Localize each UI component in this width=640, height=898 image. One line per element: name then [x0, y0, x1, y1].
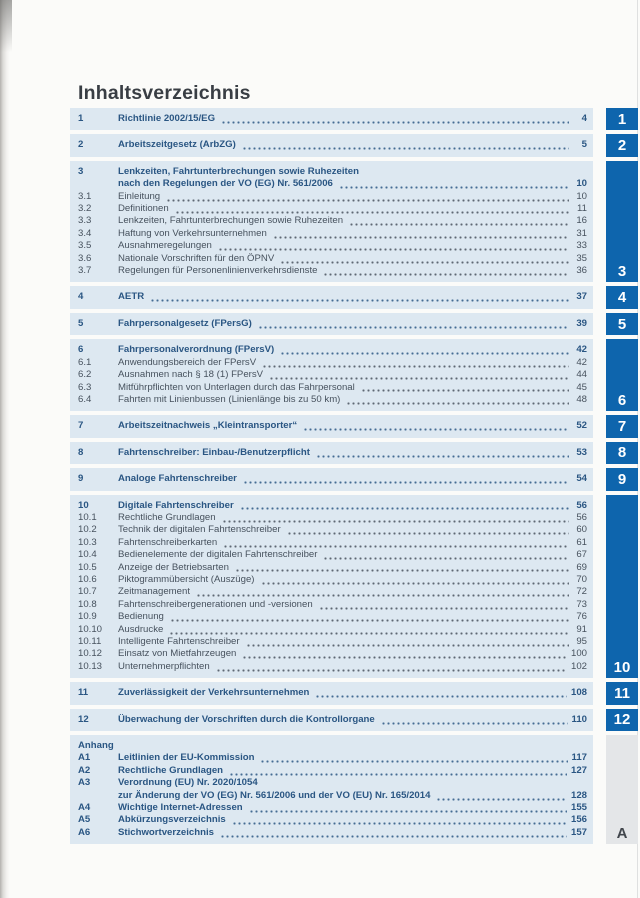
toc-row-title: zur Änderung der VO (EG) Nr. 561/2006 und der VO (EU) Nr. 165/2014 — [118, 789, 431, 801]
toc-grid — [70, 108, 638, 844]
toc-row-number: 1 — [78, 113, 84, 124]
toc-row-number: 10.7 — [78, 586, 97, 598]
toc-row — [70, 752, 593, 764]
toc-row — [70, 611, 593, 623]
dot-leader — [315, 689, 567, 698]
toc-row-page: 42 — [576, 356, 587, 368]
toc-row-number: 10.1 — [78, 511, 97, 523]
toc-row — [70, 369, 593, 381]
toc-section-10 — [70, 495, 593, 679]
toc-row-title: Richtlinie 2002/15/EG — [118, 113, 216, 124]
dot-leader — [261, 576, 570, 585]
toc-row-page: 39 — [576, 317, 587, 329]
dot-leader — [303, 422, 569, 431]
toc-row-page: 5 — [581, 139, 587, 151]
toc-row-page: 60 — [576, 524, 587, 536]
dot-leader — [323, 551, 569, 560]
toc-row — [70, 827, 593, 839]
toc-row — [70, 500, 593, 512]
toc-row — [70, 648, 593, 660]
dot-leader — [222, 514, 569, 523]
dot-leader — [196, 588, 569, 597]
toc-row — [70, 636, 593, 648]
toc-row-number: 10 — [78, 499, 89, 511]
toc-row-title: Fahrtenschreiber: Einbau-/Benutzerpflicht — [118, 446, 310, 458]
toc-row-number: 3.6 — [78, 252, 92, 264]
toc-row-page: 45 — [576, 381, 587, 393]
toc-section-11 — [70, 682, 593, 704]
dot-leader — [223, 539, 569, 548]
toc-row — [70, 253, 593, 265]
toc-row-title: Fahrten mit Linienbussen (Linienlänge bis zu 50 km) — [118, 393, 341, 405]
toc-row-number: 3.3 — [78, 215, 92, 227]
toc-row-page: 100 — [570, 648, 587, 660]
toc-row-number: Anhang — [78, 740, 114, 752]
thumb-tab-label: 6 — [617, 392, 627, 410]
toc-row-number: 6.4 — [78, 393, 92, 405]
toc-row — [70, 113, 593, 125]
toc-section-12 — [70, 709, 593, 731]
toc-row — [70, 714, 593, 726]
toc-section-2 — [70, 134, 593, 156]
toc-row — [70, 586, 593, 598]
toc-section-a — [70, 735, 593, 844]
dot-leader — [166, 193, 569, 202]
toc-row-title: Abkürzungsverzeichnis — [118, 814, 226, 826]
toc-row — [70, 318, 593, 330]
toc-row-page: 69 — [576, 561, 587, 573]
thumb-tab-3 — [606, 161, 638, 283]
toc-row-page: 128 — [570, 789, 587, 801]
toc-row-page: 61 — [576, 536, 587, 548]
dot-leader — [242, 141, 569, 150]
dot-leader — [150, 293, 569, 302]
thumb-tab-label: 10 — [613, 659, 631, 677]
dot-leader — [221, 115, 569, 124]
toc-row-number: 2 — [78, 139, 84, 151]
toc-row-number: 3.7 — [78, 265, 92, 277]
dot-leader — [273, 230, 569, 239]
toc-row-page: 56 — [576, 499, 587, 511]
dot-leader — [232, 816, 567, 825]
toc-row — [70, 814, 593, 826]
dot-leader — [381, 716, 568, 725]
toc-row-page: 42 — [576, 344, 587, 356]
toc-row-page: 110 — [571, 713, 587, 725]
dot-leader — [361, 383, 569, 392]
toc-row-title: Digitale Fahrtenschreiber — [118, 499, 234, 511]
toc-row-page: 53 — [576, 446, 587, 458]
scan-corner-shadow — [0, 0, 12, 70]
toc-row-page: 31 — [576, 227, 587, 239]
dot-leader — [280, 255, 569, 264]
page-title: Inhaltsverzeichnis — [78, 82, 251, 104]
dot-leader — [175, 205, 569, 214]
thumb-tab-a — [606, 735, 638, 844]
toc-row-title: Anwendungsbereich der FPersV — [118, 356, 257, 368]
toc-row-number: A1 — [78, 752, 91, 764]
thumb-tab-label: 4 — [617, 289, 627, 307]
toc-row-title: Analoge Fahrtenschreiber — [118, 473, 237, 485]
toc-row-title: Arbeitszeitgesetz (ArbZG) — [118, 139, 236, 151]
thumb-tab-2 — [606, 134, 638, 156]
toc-row-title: Piktogrammübersicht (Auszüge) — [118, 573, 255, 585]
thumb-tab-label: 11 — [614, 684, 630, 702]
toc-row — [70, 624, 593, 636]
thumb-tab-9 — [606, 468, 638, 490]
thumb-tab-label: 2 — [617, 137, 627, 155]
toc-row-title: Fahrtenschreiberkarten — [118, 536, 218, 548]
dot-leader — [246, 638, 569, 647]
toc-row-page: 117 — [571, 752, 587, 764]
toc-row-title: Überwachung der Vorschriften durch die Kontrollorgane — [118, 713, 375, 725]
dot-leader — [229, 767, 567, 776]
toc-row-page: 72 — [576, 586, 587, 598]
toc-row-title: Stichwortverzeichnis — [118, 826, 214, 838]
toc-row-number: 6.2 — [78, 369, 92, 381]
toc-row-title: nach den Regelungen der VO (EG) Nr. 561/2006 — [118, 178, 333, 190]
toc-row — [70, 802, 593, 814]
toc-row-number: 10.6 — [78, 573, 97, 585]
toc-section-1 — [70, 108, 593, 130]
toc-row-number: 9 — [78, 473, 84, 485]
toc-row — [70, 790, 593, 802]
dot-leader — [235, 563, 569, 572]
dot-leader — [269, 371, 569, 380]
toc-row-title: Fahrpersonalgesetz (FPersG) — [118, 317, 252, 329]
thumb-tab-label: 9 — [617, 470, 627, 488]
toc-row-number: 10.4 — [78, 549, 97, 561]
toc-row-page: 10 — [576, 178, 587, 190]
toc-row-page: 91 — [576, 623, 587, 635]
toc-row-title: Regelungen für Personenlinienverkehrsdienste — [118, 265, 318, 277]
thumb-tab-label: 8 — [617, 444, 627, 462]
toc-row-number: 3.2 — [78, 203, 92, 215]
dot-leader — [220, 829, 567, 838]
thumb-tab-7 — [606, 415, 638, 437]
toc-row-title: Unternehmerpflichten — [118, 660, 210, 672]
toc-row-page: 44 — [576, 369, 587, 381]
dot-leader — [319, 601, 569, 610]
dot-leader — [339, 180, 569, 189]
toc-row-title: Technik der digitalen Fahrtenschreiber — [118, 524, 281, 536]
toc-row-page: 56 — [576, 511, 587, 523]
dot-leader — [287, 526, 569, 535]
toc-row-page: 76 — [576, 611, 587, 623]
toc-row-page: 35 — [576, 252, 587, 264]
thumb-tab-label: 5 — [617, 315, 627, 333]
toc-row-title: Rechtliche Grundlagen — [118, 764, 224, 776]
toc-row-title: Haftung von Verkehrsunternehmen — [118, 227, 267, 239]
toc-row-title: Bedienung — [118, 611, 164, 623]
thumb-tab-label: 12 — [613, 711, 631, 729]
toc-row — [70, 191, 593, 203]
toc-row — [70, 740, 593, 752]
toc-row-number: A4 — [78, 802, 91, 814]
toc-row-number: 3.1 — [78, 190, 92, 202]
dot-leader — [249, 804, 567, 813]
toc-row — [70, 265, 593, 277]
toc-row-title: Lenkzeiten, Fahrtunterbrechungen sowie Ruhezeiten — [118, 165, 359, 177]
toc-row-number: 10.12 — [78, 648, 103, 660]
toc-row — [70, 524, 593, 536]
toc-row-title: AETR — [118, 291, 145, 303]
thumb-tab-12 — [606, 709, 638, 731]
toc-row-page: 127 — [570, 764, 587, 776]
toc-row-number: 5 — [78, 317, 84, 329]
toc-row-page: 33 — [576, 240, 587, 252]
toc-row-number: 10.11 — [78, 636, 102, 647]
dot-leader — [216, 663, 567, 672]
dot-leader — [240, 501, 569, 510]
toc-row-page: 48 — [576, 393, 587, 405]
toc-row — [70, 661, 593, 673]
toc-section-7 — [70, 415, 593, 437]
toc-row — [70, 447, 593, 459]
toc-row — [70, 512, 593, 524]
toc-row-title: Lenkzeiten, Fahrtunterbrechungen sowie Ruhezeiten — [118, 215, 344, 227]
toc-row-title: Ausnahmeregelungen — [118, 240, 212, 252]
toc-row-number: A3 — [78, 777, 91, 789]
dot-leader — [349, 217, 569, 226]
toc-row-page: 67 — [576, 549, 587, 561]
dot-leader — [218, 242, 569, 251]
dot-leader — [280, 346, 569, 355]
toc-row-number: 10.3 — [78, 536, 97, 548]
thumb-tab-5 — [606, 313, 638, 335]
toc-row-title: Verordnung (EU) Nr. 2020/1054 — [118, 777, 258, 789]
thumb-tab-label: 1 — [617, 110, 627, 128]
toc-row-number: 10.5 — [78, 561, 97, 573]
dot-leader — [262, 359, 569, 368]
dot-leader — [170, 613, 569, 622]
toc-row — [70, 420, 593, 432]
toc-row-page: 108 — [570, 687, 587, 699]
toc-row-number: 6.1 — [78, 356, 92, 368]
toc-row-title: Definitionen — [118, 203, 169, 215]
toc-row-number: 10.13 — [78, 660, 103, 672]
thumb-tab-6 — [606, 339, 638, 411]
toc-row-number: 10.8 — [78, 598, 97, 610]
toc-row-page: 156 — [570, 814, 587, 826]
dot-leader — [323, 267, 569, 276]
toc-row-title: Ausdrucke — [118, 623, 164, 635]
toc-row-page: 155 — [570, 802, 587, 814]
toc-row — [70, 166, 593, 178]
toc-row — [70, 562, 593, 574]
toc-row-number: A2 — [78, 764, 91, 776]
toc-row-page: 11 — [577, 203, 587, 215]
toc-row-number: 12 — [78, 713, 89, 725]
toc-row-page: 16 — [576, 215, 587, 227]
toc-row — [70, 599, 593, 611]
toc-row-page: 73 — [576, 598, 587, 610]
toc-row-title: Intelligente Fahrtenschreiber — [118, 636, 240, 647]
toc-row-title: Anzeige der Betriebsarten — [118, 561, 229, 573]
toc-section-6 — [70, 339, 593, 411]
toc-row-number: 10.9 — [78, 611, 97, 623]
thumb-tab-label: A — [616, 825, 628, 843]
toc-row-number: 3.5 — [78, 240, 92, 252]
toc-row-number: 3.4 — [78, 227, 92, 239]
toc-row — [70, 394, 593, 406]
scan-left-edge — [0, 0, 10, 898]
toc-row-number: 7 — [78, 420, 84, 432]
toc-row — [70, 537, 593, 549]
toc-row — [70, 687, 593, 699]
toc-row-number: A5 — [78, 814, 91, 826]
toc-row-title: Bedienelemente der digitalen Fahrtenschreiber — [118, 549, 318, 561]
toc-row-number: 6 — [78, 344, 84, 356]
toc-row-number: A6 — [78, 826, 91, 838]
thumb-tab-label: 3 — [617, 263, 627, 281]
toc-row-number: 11 — [78, 687, 89, 699]
dot-leader — [346, 396, 569, 405]
dot-leader — [260, 754, 567, 763]
toc-row-page: 4 — [581, 113, 587, 124]
thumb-tab-8 — [606, 442, 638, 464]
toc-row — [70, 139, 593, 151]
toc-row-number: 4 — [78, 291, 84, 303]
dot-leader — [436, 792, 567, 801]
toc-row-page: 37 — [576, 291, 587, 303]
dot-leader — [258, 320, 569, 329]
toc-row — [70, 765, 593, 777]
toc-row-title: Einsatz von Mietfahrzeugen — [118, 648, 237, 660]
thumb-tab-10 — [606, 495, 638, 679]
toc-row — [70, 549, 593, 561]
thumb-tab-4 — [606, 286, 638, 308]
toc-row — [70, 382, 593, 394]
toc-row-title: Einleitung — [118, 190, 161, 202]
toc-row-title: Leitlinien der EU-Kommission — [118, 752, 255, 764]
toc-section-3 — [70, 161, 593, 283]
toc-row — [70, 215, 593, 227]
toc-row-number: 10.10 — [78, 623, 103, 635]
toc-row — [70, 178, 593, 190]
thumb-tab-1 — [606, 108, 638, 130]
toc-row — [70, 777, 593, 789]
thumb-tab-label: 7 — [617, 418, 627, 436]
toc-row — [70, 228, 593, 240]
toc-row-page: 10 — [576, 190, 587, 202]
toc-row-title: Zeitmanagement — [118, 586, 190, 598]
toc-row — [70, 203, 593, 215]
toc-row-title: Wichtige Internet-Adressen — [118, 802, 243, 814]
toc-row-page: 70 — [576, 573, 587, 585]
toc-section-9 — [70, 468, 593, 490]
toc-row-number: 3 — [78, 165, 84, 177]
toc-row-page: 36 — [576, 265, 587, 277]
toc-row-title: Rechtliche Grundlagen — [118, 511, 216, 523]
toc-section-5 — [70, 313, 593, 335]
toc-row — [70, 240, 593, 252]
toc-row-number: 6.3 — [78, 381, 92, 393]
thumb-tab-11 — [606, 682, 638, 704]
toc-row-page: 54 — [576, 473, 587, 485]
toc-row-title: Fahrtenschreibergenerationen und -versionen — [118, 598, 313, 610]
toc-row — [70, 344, 593, 356]
toc-row-title: Zuverlässigkeit der Verkehrsunternehmen — [118, 687, 310, 699]
toc-row — [70, 357, 593, 369]
toc-row — [70, 574, 593, 586]
toc-row — [70, 473, 593, 485]
dot-leader — [243, 475, 569, 484]
toc-row-title: Fahrpersonalverordnung (FPersV) — [118, 344, 275, 356]
toc-section-8 — [70, 442, 593, 464]
toc-section-4 — [70, 286, 593, 308]
toc-row-page: 157 — [570, 826, 587, 838]
dot-leader — [169, 626, 569, 635]
toc-row-title: Mitführpflichten von Unterlagen durch das Fahrpersonal — [118, 381, 355, 393]
toc-row-page: 102 — [570, 660, 587, 672]
dot-leader — [242, 650, 567, 659]
toc-row-number: 10.2 — [78, 524, 97, 536]
dot-leader — [316, 449, 569, 458]
toc-row-page: 52 — [576, 420, 587, 432]
toc-row-title: Arbeitszeitnachweis „Kleintransporter“ — [118, 420, 298, 432]
toc-row — [70, 291, 593, 303]
toc-row-title: Ausnahmen nach § 18 (1) FPersV — [118, 369, 264, 381]
toc-row-title: Nationale Vorschriften für den ÖPNV — [118, 252, 275, 264]
toc-row-number: 8 — [78, 446, 84, 458]
toc-row-page: 95 — [576, 636, 587, 647]
